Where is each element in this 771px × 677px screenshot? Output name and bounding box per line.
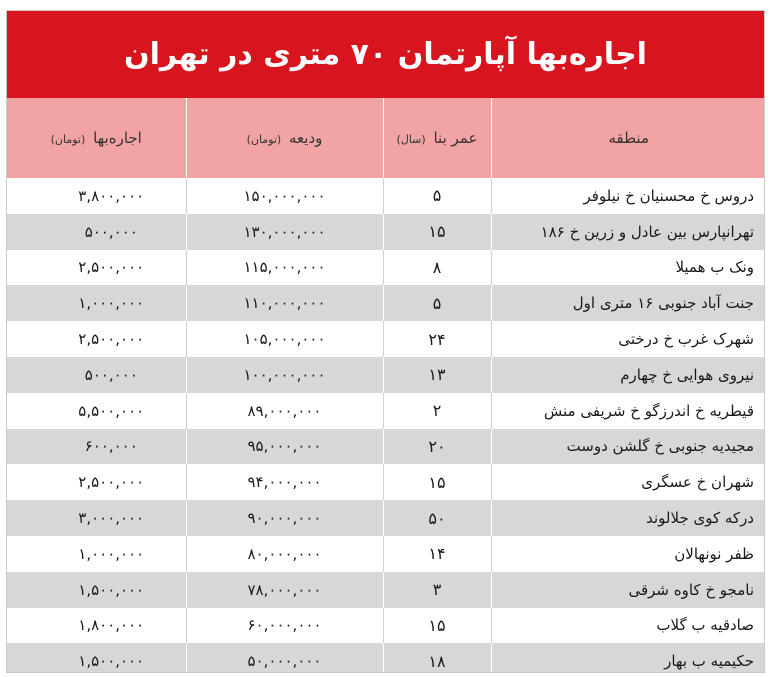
cell-region: حکیمیه ب بهار	[491, 643, 765, 673]
cell-region: جنت آباد جنوبی ۱۶ متری اول	[491, 285, 765, 321]
table-row	[7, 393, 765, 429]
cell-rent: ۱,۵۰۰,۰۰۰	[7, 572, 186, 608]
cell-deposit: ۹۰,۰۰۰,۰۰۰	[186, 500, 383, 536]
table-row	[7, 572, 765, 608]
cell-rent: ۲,۵۰۰,۰۰۰	[7, 321, 186, 357]
cell-region: ونک ب همیلا	[491, 250, 765, 286]
column-header-deposit	[186, 98, 383, 178]
cell-age: ۵	[383, 178, 491, 214]
cell-deposit: ۷۸,۰۰۰,۰۰۰	[186, 572, 383, 608]
cell-deposit: ۱۵۰,۰۰۰,۰۰۰	[186, 178, 383, 214]
cell-deposit: ۶۰,۰۰۰,۰۰۰	[186, 608, 383, 644]
title-bar	[7, 11, 764, 98]
cell-rent: ۱,۸۰۰,۰۰۰	[7, 608, 186, 644]
cell-region: قیطریه خ اندرزگو خ شریفی منش	[491, 393, 765, 429]
cell-age: ۱۸	[383, 643, 491, 673]
table-row	[7, 178, 765, 214]
cell-rent: ۳,۰۰۰,۰۰۰	[7, 500, 186, 536]
page-title: اجاره‌بها آپارتمان ۷۰ متری در تهران	[124, 37, 647, 72]
cell-deposit: ۸۰,۰۰۰,۰۰۰	[186, 536, 383, 572]
table-row	[7, 321, 765, 357]
table-row	[7, 214, 765, 250]
cell-rent: ۲,۵۰۰,۰۰۰	[7, 464, 186, 500]
cell-deposit: ۱۱۰,۰۰۰,۰۰۰	[186, 285, 383, 321]
cell-age: ۲۴	[383, 321, 491, 357]
cell-deposit: ۹۵,۰۰۰,۰۰۰	[186, 429, 383, 465]
cell-region: نامجو خ کاوه شرقی	[491, 572, 765, 608]
cell-age: ۱۵	[383, 608, 491, 644]
column-header-rent	[7, 98, 186, 178]
infographic-frame	[6, 10, 765, 673]
column-header-age	[383, 98, 491, 178]
cell-age: ۲	[383, 393, 491, 429]
column-header-region-label: منطقه	[608, 129, 649, 147]
cell-deposit: ۱۳۰,۰۰۰,۰۰۰	[186, 214, 383, 250]
cell-deposit: ۹۴,۰۰۰,۰۰۰	[186, 464, 383, 500]
column-header-rent-label: اجاره‌بها	[93, 129, 142, 147]
cell-rent: ۱,۵۰۰,۰۰۰	[7, 643, 186, 673]
table-row	[7, 500, 765, 536]
cell-rent: ۶۰۰,۰۰۰	[7, 429, 186, 465]
cell-region: صادقیه ب گلاب	[491, 608, 765, 644]
cell-rent: ۳,۸۰۰,۰۰۰	[7, 178, 186, 214]
cell-region: درکه کوی جلالوند	[491, 500, 765, 536]
table-row	[7, 608, 765, 644]
cell-age: ۲۰	[383, 429, 491, 465]
column-header-deposit-unit: (تومان)	[246, 133, 282, 146]
column-header-deposit-label: ودیعه	[289, 129, 323, 147]
cell-age: ۱۵	[383, 214, 491, 250]
cell-region: ظفر نونهالان	[491, 536, 765, 572]
cell-region: مجیدیه جنوبی خ گلشن دوست	[491, 429, 765, 465]
table-row	[7, 464, 765, 500]
cell-region: دروس خ محسنیان خ نیلوفر	[491, 178, 765, 214]
cell-age: ۱۵	[383, 464, 491, 500]
cell-rent: ۱,۰۰۰,۰۰۰	[7, 536, 186, 572]
cell-deposit: ۸۹,۰۰۰,۰۰۰	[186, 393, 383, 429]
cell-deposit: ۵۰,۰۰۰,۰۰۰	[186, 643, 383, 673]
cell-deposit: ۱۰۰,۰۰۰,۰۰۰	[186, 357, 383, 393]
cell-region: شهرک غرب خ درختی	[491, 321, 765, 357]
cell-age: ۱۴	[383, 536, 491, 572]
cell-deposit: ۱۱۵,۰۰۰,۰۰۰	[186, 250, 383, 286]
cell-region: نیروی هوایی خ چهارم	[491, 357, 765, 393]
table-row	[7, 250, 765, 286]
column-header-age-unit: (سال)	[396, 133, 426, 146]
column-header-age-label: عمر بنا	[433, 129, 478, 147]
table-row	[7, 536, 765, 572]
table-row	[7, 357, 765, 393]
table-row	[7, 429, 765, 465]
cell-age: ۵۰	[383, 500, 491, 536]
cell-age: ۳	[383, 572, 491, 608]
cell-rent: ۵۰۰,۰۰۰	[7, 357, 186, 393]
cell-rent: ۲,۵۰۰,۰۰۰	[7, 250, 186, 286]
cell-rent: ۵,۵۰۰,۰۰۰	[7, 393, 186, 429]
cell-rent: ۱,۰۰۰,۰۰۰	[7, 285, 186, 321]
header-row	[7, 98, 765, 178]
cell-rent: ۵۰۰,۰۰۰	[7, 214, 186, 250]
cell-region: تهرانپارس بین عادل و زرین خ ۱۸۶	[491, 214, 765, 250]
rent-table	[7, 98, 765, 673]
cell-deposit: ۱۰۵,۰۰۰,۰۰۰	[186, 321, 383, 357]
cell-region: شهران خ عسگری	[491, 464, 765, 500]
cell-age: ۸	[383, 250, 491, 286]
table-body	[7, 178, 765, 673]
table-header	[7, 98, 765, 178]
column-header-rent-unit: (تومان)	[50, 133, 86, 146]
table-row	[7, 643, 765, 673]
table-row	[7, 285, 765, 321]
cell-age: ۱۳	[383, 357, 491, 393]
column-header-region	[491, 98, 765, 178]
cell-age: ۵	[383, 285, 491, 321]
